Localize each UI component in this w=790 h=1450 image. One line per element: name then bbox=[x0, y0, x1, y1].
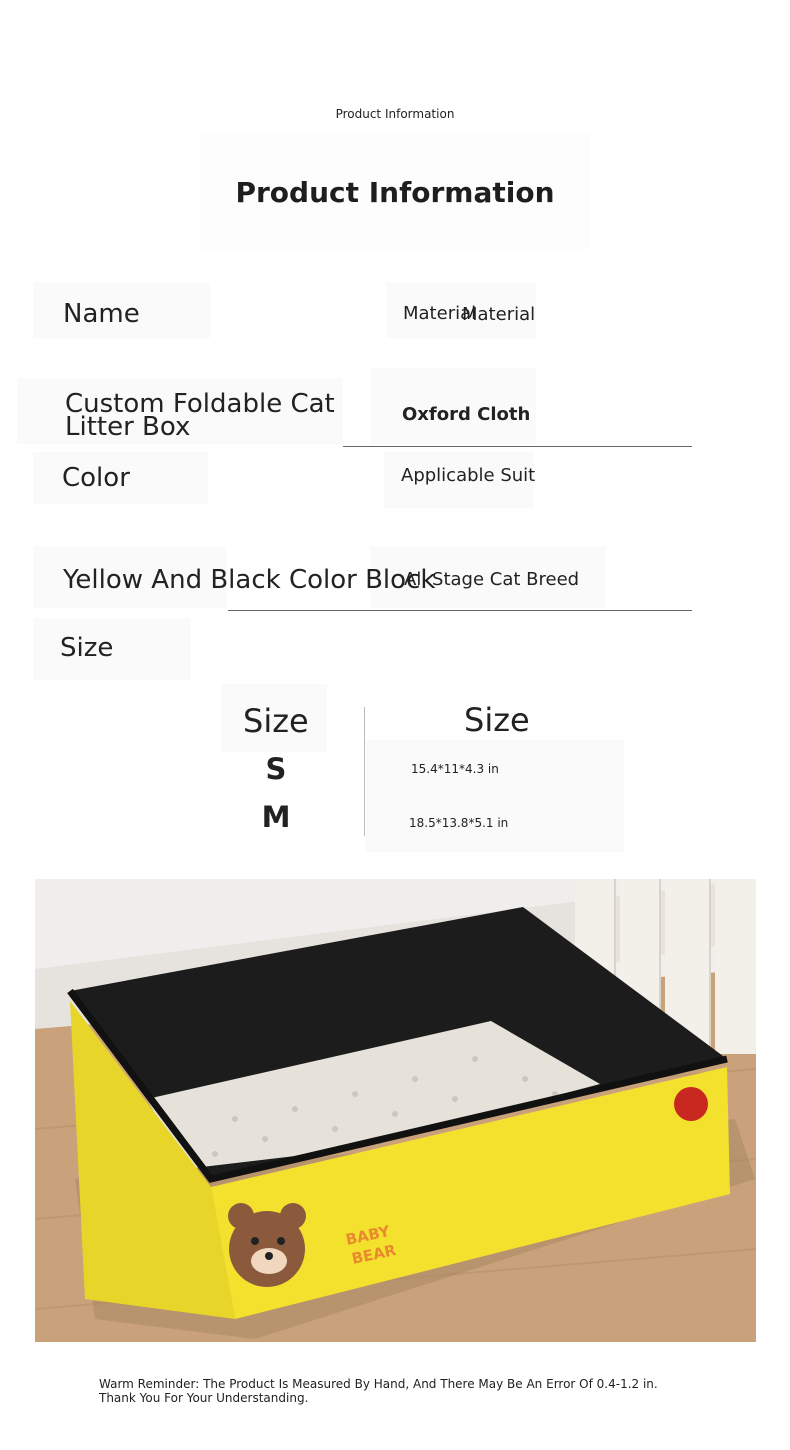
suit-label: Applicable Suit bbox=[401, 465, 536, 486]
size-head-right: Size bbox=[464, 701, 530, 739]
size-values-bg bbox=[366, 740, 624, 852]
page-subtitle: Product Information bbox=[335, 107, 455, 121]
warm-reminder-note: Warm Reminder: The Product Is Measured By Hand, And There May Be An Error Of 0.4-1.2 in. Thank You For Your Understanding. bbox=[99, 1377, 658, 1405]
name-value-line2: Litter Box bbox=[65, 412, 191, 442]
name-value-line1: Custom Foldable Cat bbox=[65, 389, 335, 419]
material-value: Oxford Cloth bbox=[402, 404, 531, 425]
color-label: Color bbox=[62, 463, 130, 493]
color-value: Yellow And Black Color Block bbox=[63, 565, 436, 595]
material-label: Material bbox=[403, 303, 477, 324]
print-line2: BEAR bbox=[350, 1240, 398, 1268]
litter-box-illustration bbox=[35, 879, 756, 1342]
suit-value: All Stage Cat Breed bbox=[404, 569, 580, 590]
name-label: Name bbox=[63, 299, 140, 329]
size-m: M bbox=[261, 800, 291, 834]
size-s-dimensions: 15.4*11*4.3 in bbox=[411, 762, 499, 776]
print-line1: BABY bbox=[344, 1222, 392, 1249]
divider-2 bbox=[228, 610, 692, 611]
size-divider bbox=[364, 707, 365, 836]
page-title: Product Information bbox=[235, 176, 555, 209]
size-m-dimensions: 18.5*13.8*5.1 in bbox=[409, 816, 509, 830]
material-label-overlap: Material bbox=[462, 304, 536, 325]
bear-graphic bbox=[228, 1203, 306, 1287]
size-s: S bbox=[265, 752, 287, 786]
divider-1 bbox=[343, 446, 692, 447]
name-value bbox=[65, 389, 335, 442]
size-head-left: Size bbox=[243, 702, 309, 740]
product-photo bbox=[35, 879, 756, 1342]
size-label: Size bbox=[60, 633, 114, 663]
